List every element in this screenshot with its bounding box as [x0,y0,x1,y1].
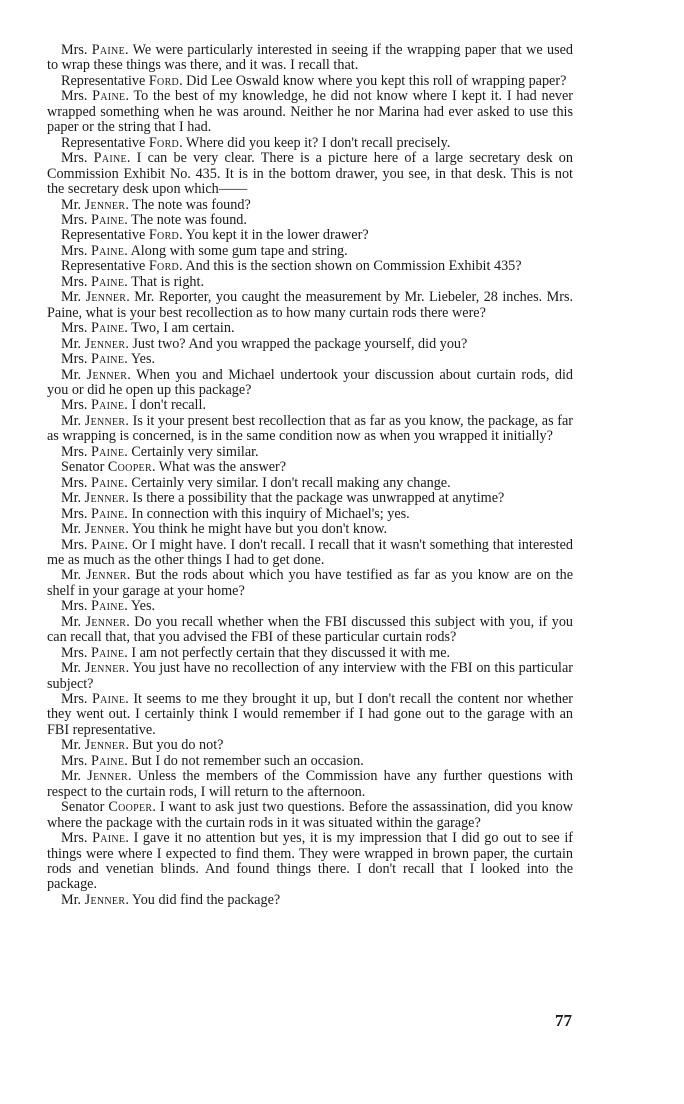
speaker-title: Mr. [61,196,82,213]
speaker-name: Paine [90,752,125,769]
speaker-title: Representative [61,134,146,151]
speech-text: I am not perfectly certain that they discussed it with me. [131,644,451,661]
testimony-paragraph: Mr. Jenner. You think he might have but you don't know. [61,521,388,538]
speaker-name: Paine [90,211,125,228]
speech-text: The note was found? [132,196,251,213]
speaker-name: Paine [93,150,127,167]
testimony-paragraph: Representative Ford. Where did you keep it? I don't recall precisely. [61,134,451,151]
speech-text: Certainly very similar. I don't recall making any change. [131,474,451,491]
speech-text: What was the answer? [158,459,287,476]
speaker-title: Mrs. [61,598,88,615]
speech-text: When you and Michael undertook your discussion about curtain rods, did you or did he open up this package? [47,366,574,398]
speaker-title: Mrs. [61,273,88,290]
testimony-paragraph: Mrs. Paine. The note was found. [61,211,247,228]
speaker-title: Mr. [61,521,82,538]
speech-text: Mr. Reporter, you caught the measurement by Mr. Liebeler, 28 inches. Mrs. Paine, what is your best recollection as to how many curtain rods there were? [47,289,574,321]
testimony-paragraph: Mrs. Paine. Along with some gum tape and string. [61,242,348,259]
testimony-paragraph: Senator Cooper. What was the answer? [61,459,287,476]
testimony-paragraph: Mr. Jenner. Just two? And you wrapped the package yourself, did you? [61,335,468,352]
speech-text: Certainly very similar. [131,443,259,460]
speaker-title: Mrs. [61,443,88,460]
speech-text: You kept it in the lower drawer? [185,227,369,244]
speech-text: Do you recall whether when the FBI discussed this subject with you, if you can recall that, that you advised the FBI of these particular curtain rods? [47,613,574,646]
speaker-title: Mr. [61,289,82,306]
page-number: 77 [555,1011,572,1030]
speaker-name: Paine [90,505,125,522]
speaker-title: Mrs. [61,211,88,228]
testimony-paragraph: Mrs. Paine. That is right. [61,273,204,290]
speech-text: Or I might have. I don't recall. I recall that it wasn't something that interested me as much as the other things I had to get done. [47,536,573,568]
speech-text: It seems to me they brought it up, but I don't recall the content nor whether they went out. I certainly think I would remember if I had gone out to the garage with an FBI representative. [47,691,573,738]
speaker-name: Jenner [84,196,126,213]
speaker-name: Paine [90,598,125,615]
testimony-paragraph: Mr. Jenner. But the rods about which you have testified as far as you know are on the shelf in your garage at your home? [47,567,574,599]
speech-text: You did find the package? [131,891,281,908]
testimony-paragraph: Representative Ford. You kept it in the lower drawer? [61,227,369,244]
speaker-name: Ford [148,258,180,275]
speaker-name: Paine [91,691,126,708]
testimony-paragraph: Mrs. Paine. I am not perfectly certain that they discussed it with me. [61,644,451,661]
speech-text: I gave it no attention but yes, it is my impression that I did go out to see if things were where I expected to find them. They were wrapped in brown paper, the curtain rods and venetian blinds. And found things there. I don't recall that I looked into the package. [47,830,574,893]
speech-text: I want to ask just two questions. Before the assassination, did you know where the package with the curtain rods in it was situated within the garage? [47,799,574,831]
testimony-paragraph: Mr. Jenner. Unless the members of the Commission have any further questions with respect to the curtain rods, I will return to the afternoon. [47,768,574,800]
speaker-name: Jenner [86,366,128,383]
speech-text: But the rods about which you have testified as far as you know are on the shelf in your garage at your home? [47,567,574,599]
testimony-paragraph: Mrs. Paine. Yes. [61,598,156,615]
speaker-title: Mrs. [61,88,88,105]
speaker-title: Mrs. [61,351,88,368]
speech-text: That is right. [131,273,204,290]
testimony-paragraph: Mr. Jenner. The note was found? [61,196,251,213]
transcript-body [47,43,573,908]
speech-text: Did Lee Oswald know where you kept this roll of wrapping paper? [186,72,567,89]
speaker-title: Mrs. [61,397,88,414]
speaker-title: Mr. [61,737,82,754]
speech-text: I can be very clear. There is a picture here of a large secretary desk on Commission Exhibit No. 435. It is in the bottom drawer, you see, in that desk. This is not the secretary desk upon which—— [47,150,573,198]
speaker-name: Cooper [108,799,153,816]
speaker-title: Representative [61,227,146,244]
speech-text: You think he might have but you don't know. [131,521,388,538]
speaker-title: Mrs. [61,691,88,708]
testimony-paragraph: Mrs. Paine. I can be very clear. There is a picture here of a large secretary desk on Commission Exhibit No. 435. It is in the bottom drawer, you see, in that desk. This is not the secretary desk upon which—— [47,150,573,198]
speech-text: The note was found. [131,211,247,228]
speaker-name: Jenner [84,335,126,352]
speech-text: You just have no recollection of any interview with the FBI on this particular subject? [47,660,574,692]
testimony-paragraph: Senator Cooper. I want to ask just two questions. Before the assassination, did you know where the package with the curtain rods in it was situated within the garage? [47,799,574,831]
speaker-name: Jenner [85,289,127,306]
speaker-name: Jenner [84,521,126,538]
speaker-name: Jenner [84,660,126,677]
speaker-title: Mr. [61,768,82,785]
testimony-paragraph: Representative Ford. And this is the section shown on Commission Exhibit 435? [61,258,522,275]
speaker-title: Mrs. [61,320,88,337]
speaker-title: Mr. [61,660,82,677]
testimony-paragraph: Representative Ford. Did Lee Oswald know where you kept this roll of wrapping paper? [61,72,567,89]
speaker-title: Senator [61,459,105,476]
speaker-name: Jenner [85,613,127,630]
testimony-paragraph: Mrs. Paine. But I do not remember such an occasion. [61,752,364,769]
speaker-name: Paine [90,474,125,491]
testimony-paragraph: Mrs. Paine. I gave it no attention but yes, it is my impression that I did go out to see if things were where I expected to find them. They were wrapped in brown paper, the curtain rods and venetian blinds. And found things there. I don't recall that I looked into the package. [47,830,574,893]
speaker-name: Paine [92,830,126,847]
speaker-title: Senator [61,799,105,816]
testimony-paragraph: Mrs. Paine. To the best of my knowledge, he did not know where I kept it. I had never wrapped something when he was around. Neither he nor Marina had ever asked to use this paper or the string that I had. [47,88,573,136]
testimony-paragraph: Mr. Jenner. But you do not? [61,737,224,754]
speaker-name: Paine [91,42,125,58]
testimony-paragraph: Mr. Jenner. You did find the package? [61,891,281,908]
speech-text: Is it your present best recollection that as far as you know, the package, as far as wrapping is concerned, is in the same condition now as when you wrapped it initially? [47,412,574,445]
speaker-name: Paine [90,644,125,661]
speech-text: And this is the section shown on Commission Exhibit 435? [185,258,522,275]
testimony-paragraph: Mrs. Paine. Yes. [61,351,156,368]
speaker-title: Representative [61,258,146,275]
testimony-paragraph: Mr. Jenner. Do you recall whether when the FBI discussed this subject with you, if you can recall that, that you advised the FBI of these particular curtain rods? [47,613,574,646]
speaker-title: Mr. [61,366,82,383]
speaker-title: Mr. [61,891,82,908]
speaker-name: Paine [90,443,125,460]
testimony-paragraph: Mr. Jenner. When you and Michael undertook your discussion about curtain rods, did you or did he open up this package? [47,366,574,398]
speaker-title: Mr. [61,412,82,429]
speech-text: Just two? And you wrapped the package yourself, did you? [132,335,468,352]
speech-text: In connection with this inquiry of Michael's; yes. [131,505,410,522]
speaker-name: Paine [90,320,125,337]
testimony-paragraph: Mrs. Paine. We were particularly interested in seeing if the wrapping paper that we used to wrap these things was there, and it was. I recall that. [47,42,573,74]
speaker-title: Mrs. [61,42,88,58]
testimony-paragraph: Mr. Jenner. Mr. Reporter, you caught the measurement by Mr. Liebeler, 28 inches. Mrs. Paine, what is your best recollection as to how many curtain rods there were? [47,289,574,321]
speaker-name: Cooper [107,459,152,476]
speech-text: Yes. [130,351,156,368]
testimony-paragraph: Mrs. Paine. Certainly very similar. [61,443,259,460]
speech-text: But you do not? [132,737,224,754]
speaker-name: Jenner [87,768,128,785]
speaker-title: Mrs. [61,150,88,167]
testimony-paragraph: Mrs. Paine. It seems to me they brought it up, but I don't recall the content nor whether they went out. I certainly think I would remember if I had gone out to the garage with an FBI representative. [47,691,573,738]
speaker-title: Mrs. [61,242,88,259]
speaker-title: Mr. [61,613,82,630]
speaker-name: Jenner [84,891,126,908]
testimony-paragraph: Mr. Jenner. You just have no recollection of any interview with the FBI on this particular subject? [47,660,574,692]
testimony-paragraph: Mr. Jenner. Is it your present best recollection that as far as you know, the package, as far as wrapping is concerned, is in the same condition now as when you wrapped it initially? [47,412,574,445]
speaker-name: Paine [90,242,125,259]
speech-text: I don't recall. [131,397,206,414]
speech-text: Is there a possibility that the package was unwrapped at anytime? [132,490,505,507]
speech-text: Two, I am certain. [131,320,235,337]
speaker-title: Mrs. [61,474,88,491]
speaker-title: Mr. [61,335,82,352]
speaker-name: Ford [148,72,180,89]
speaker-name: Paine [90,397,125,414]
speaker-title: Mrs. [61,830,88,847]
testimony-paragraph: Mrs. Paine. I don't recall. [61,397,206,414]
speaker-title: Mrs. [61,752,88,769]
speaker-name: Jenner [84,412,126,429]
speaker-title: Mrs. [61,505,88,522]
speaker-name: Paine [90,351,125,368]
testimony-paragraph: Mrs. Paine. Certainly very similar. I don't recall making any change. [61,474,451,491]
speaker-name: Jenner [84,490,126,507]
speech-text: But I do not remember such an occasion. [131,752,364,769]
testimony-paragraph: Mrs. Paine. Two, I am certain. [61,320,235,337]
speaker-title: Mrs. [61,644,88,661]
speaker-title: Representative [61,72,146,89]
speaker-title: Mr. [61,567,82,584]
speaker-name: Ford [148,134,180,151]
speech-text: Yes. [130,598,156,615]
testimony-paragraph: Mr. Jenner. Is there a possibility that the package was unwrapped at anytime? [61,490,505,507]
speech-text: Unless the members of the Commission have any further questions with respect to the curtain rods, I will return to the afternoon. [47,768,574,800]
speaker-name: Jenner [84,737,126,754]
speaker-name: Paine [90,273,125,290]
speaker-name: Jenner [86,567,127,584]
speech-text: Along with some gum tape and string. [130,242,348,259]
testimony-paragraph: Mrs. Paine. Or I might have. I don't recall. I recall that it wasn't something that interested me as much as the other things I had to get done. [47,536,573,568]
speaker-name: Ford [148,227,180,244]
testimony-paragraph: Mrs. Paine. In connection with this inquiry of Michael's; yes. [61,505,410,522]
speech-text: Where did you keep it? I don't recall precisely. [185,134,451,151]
speech-text: To the best of my knowledge, he did not know where I kept it. I had never wrapped something when he was around. Neither he nor Marina had ever asked to use this paper or the string that I had. [47,88,573,136]
speaker-title: Mr. [61,490,82,507]
speaker-title: Mrs. [61,536,88,553]
speaker-name: Paine [91,536,125,553]
speaker-name: Paine [92,88,126,105]
speech-text: We were particularly interested in seeing if the wrapping paper that we used to wrap these things was there, and it was. I recall that. [47,42,573,74]
